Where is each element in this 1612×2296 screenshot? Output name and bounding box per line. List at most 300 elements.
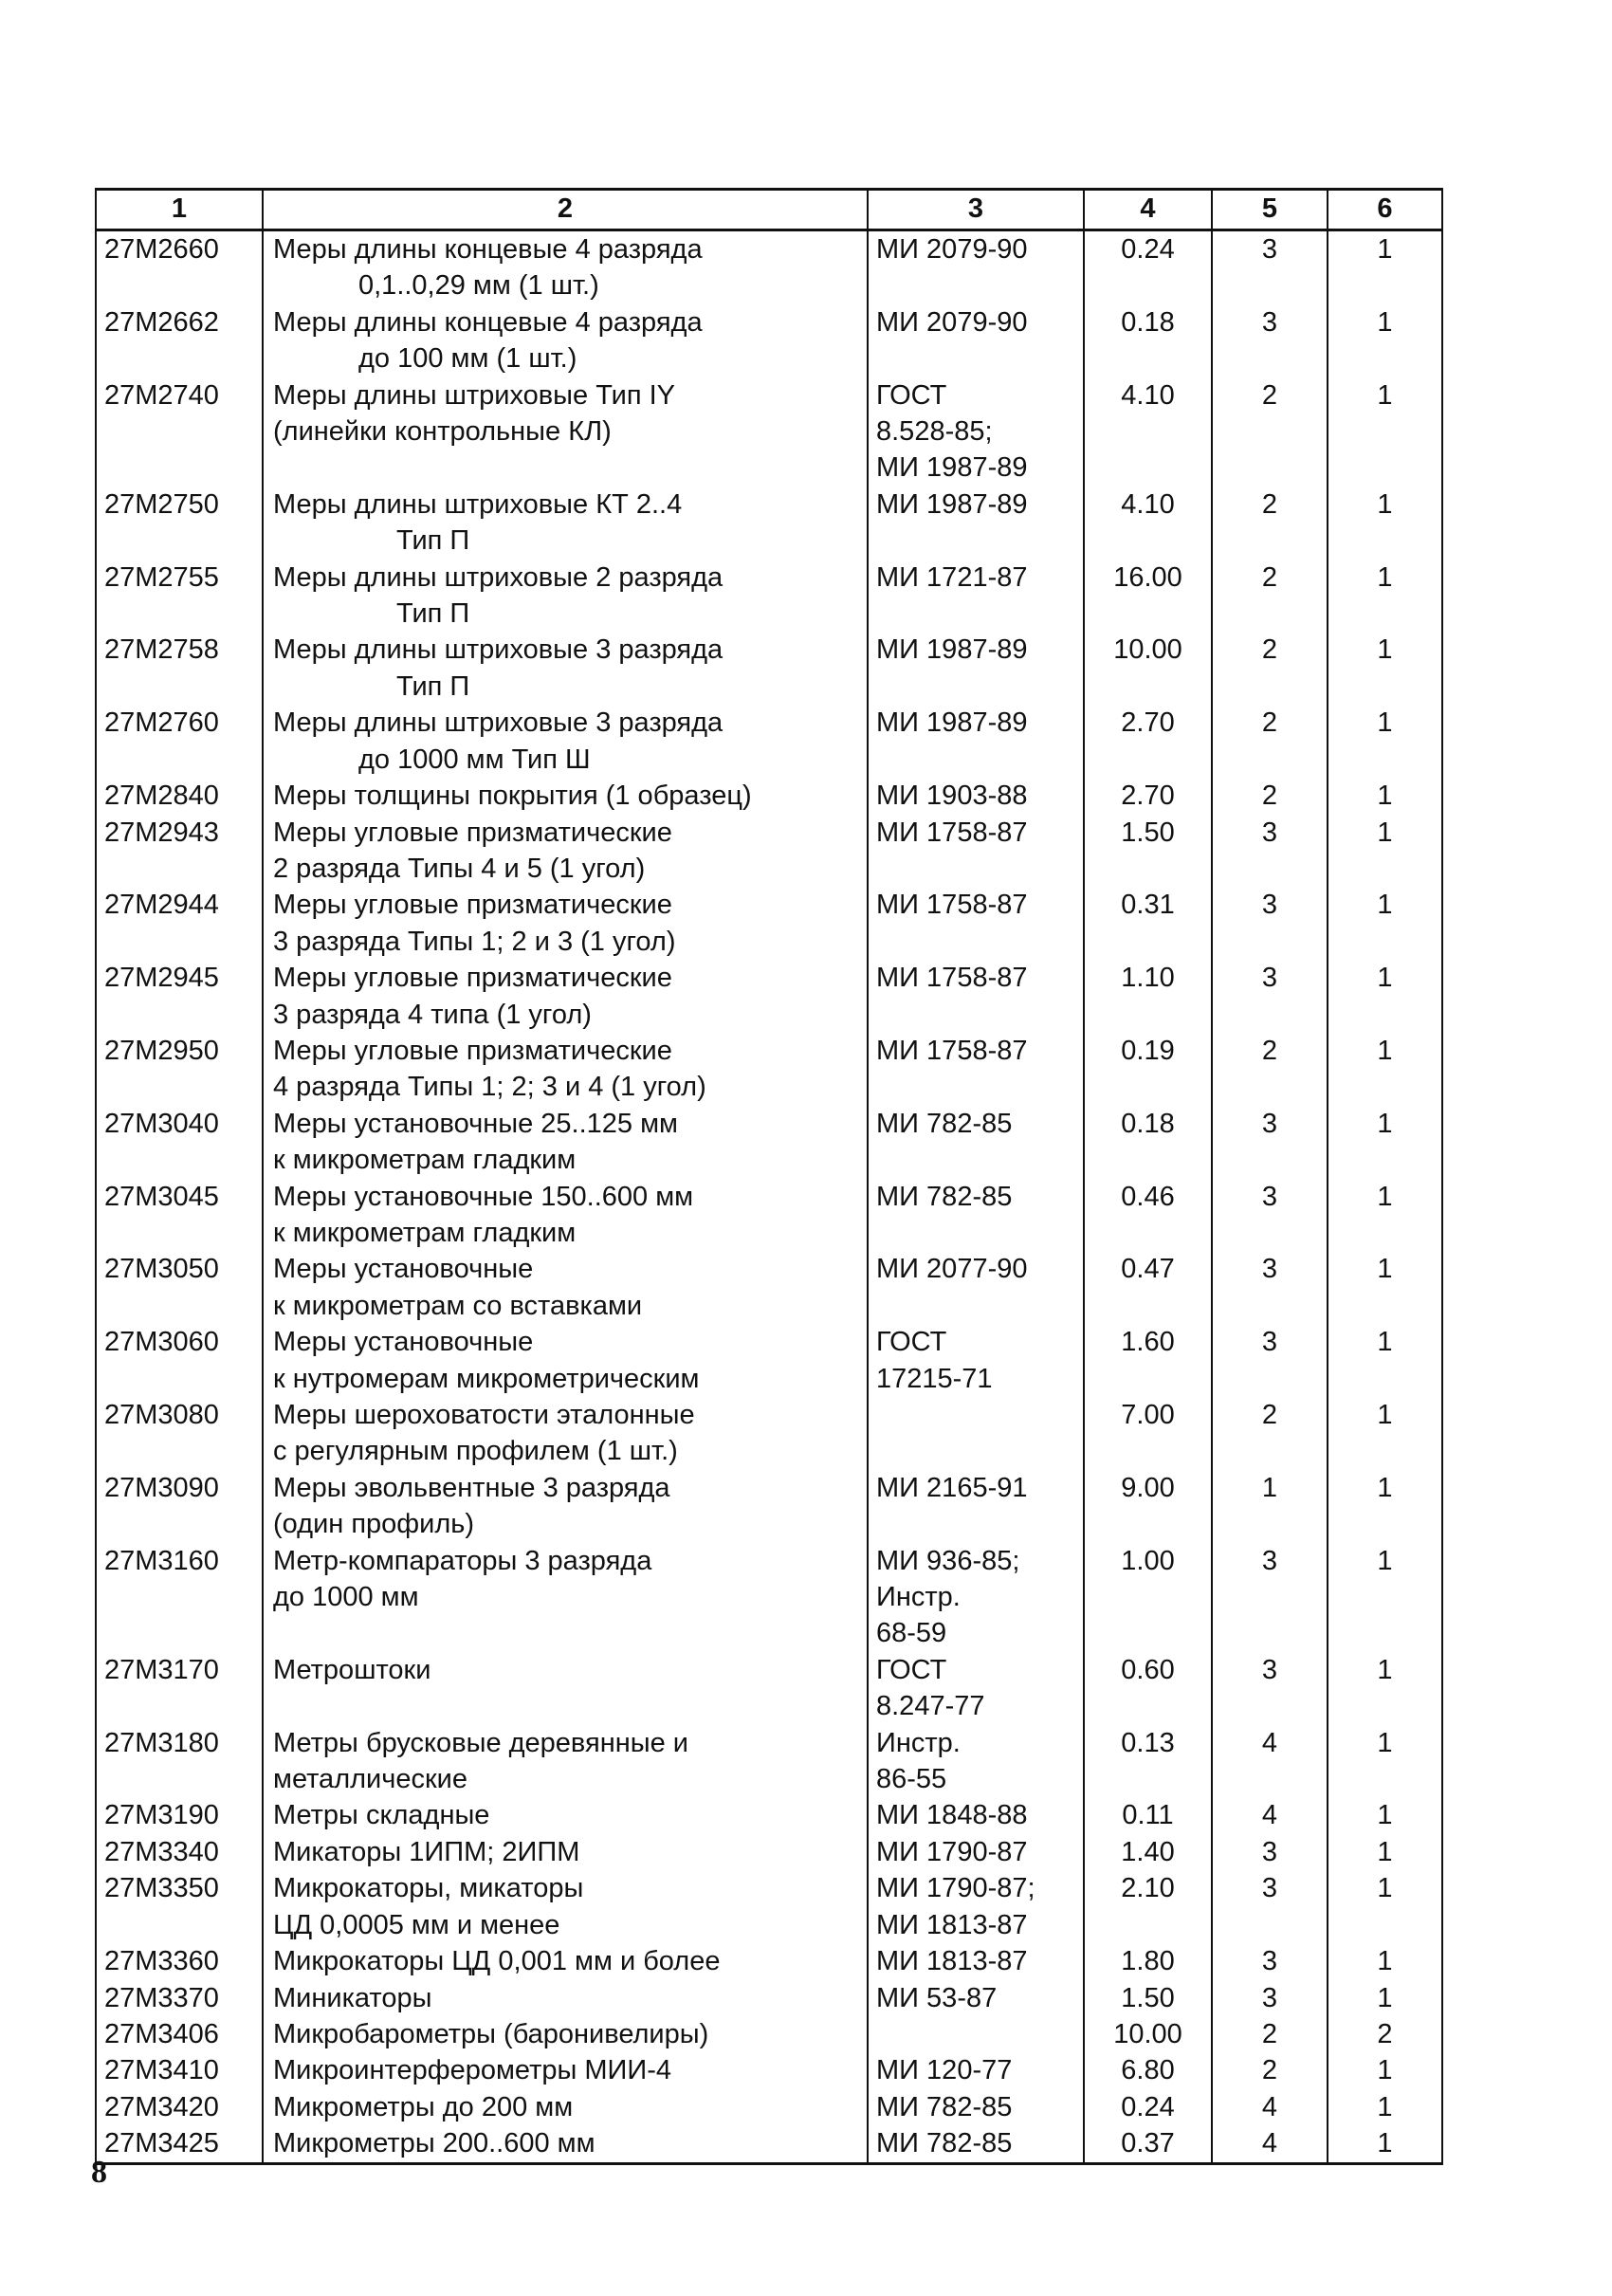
item-code: 27М3180 [96, 1725, 263, 1798]
item-column-5: 3 [1212, 1834, 1328, 1870]
item-price: 2.70 [1084, 705, 1212, 778]
item-column-5: 4 [1212, 1725, 1328, 1798]
page-number: 8 [91, 2155, 107, 2190]
item-document-line: МИ 1758-87 [876, 963, 1028, 994]
item-document-line: МИ 1848-88 [876, 1800, 1028, 1831]
item-document [868, 1179, 1084, 1252]
item-price: 2.70 [1084, 778, 1212, 814]
item-document [868, 487, 1084, 560]
item-document [868, 2016, 1084, 2052]
column-header-6: 6 [1328, 190, 1442, 230]
item-document-line: МИ 1758-87 [876, 1035, 1028, 1066]
item-name-line: с регулярным профилем (1 шт.) [273, 1436, 678, 1467]
item-name-line: Метры брусковые деревянные и [273, 1727, 688, 1758]
item-price: 0.31 [1084, 887, 1212, 960]
item-column-6: 1 [1328, 1106, 1442, 1179]
item-price: 6.80 [1084, 2052, 1212, 2088]
item-price: 0.46 [1084, 1179, 1212, 1252]
item-code: 27М2740 [96, 377, 263, 487]
item-price: 0.47 [1084, 1251, 1212, 1324]
table-row [96, 1834, 1442, 1870]
item-column-5: 2 [1212, 487, 1328, 560]
item-price: 1.10 [1084, 960, 1212, 1033]
item-document-line: МИ 1721-87 [876, 561, 1028, 593]
item-name [263, 887, 868, 960]
item-name [263, 1980, 868, 2016]
item-name-line: Меры установочные 25..125 мм [273, 1108, 678, 1139]
item-column-5: 3 [1212, 1652, 1328, 1725]
item-name [263, 960, 868, 1033]
item-document [868, 887, 1084, 960]
column-header-3: 3 [868, 190, 1084, 230]
item-name-line: Тип П [396, 670, 470, 702]
item-code: 27М3420 [96, 2089, 263, 2125]
table-row [96, 1725, 1442, 1798]
table-row [96, 632, 1442, 705]
item-document-line: 68-59 [876, 1618, 947, 1649]
item-name [263, 1470, 868, 1543]
item-column-6: 1 [1328, 2125, 1442, 2163]
item-column-5: 3 [1212, 1543, 1328, 1652]
item-column-5: 2 [1212, 1033, 1328, 1106]
item-name-line: Меры длины штриховые КТ 2..4 [273, 488, 683, 520]
item-price: 1.50 [1084, 815, 1212, 888]
item-document-line: МИ 1987-89 [876, 452, 1028, 484]
item-column-6: 1 [1328, 1179, 1442, 1252]
item-column-6: 1 [1328, 1980, 1442, 2016]
item-document [868, 1033, 1084, 1106]
item-column-6: 1 [1328, 1324, 1442, 1397]
item-name [263, 1324, 868, 1397]
item-name-line: к микрометрам гладким [273, 1217, 577, 1248]
item-column-6: 1 [1328, 778, 1442, 814]
table-row [96, 1980, 1442, 2016]
table-row [96, 1106, 1442, 1179]
item-name-line: (один профиль) [273, 1509, 475, 1540]
item-name [263, 1251, 868, 1324]
item-column-5: 3 [1212, 304, 1328, 377]
item-column-5: 2 [1212, 632, 1328, 705]
item-document-line: МИ 936-85; [876, 1545, 1020, 1576]
item-name-line: Меры длины штриховые 3 разряда [273, 707, 724, 739]
item-price: 1.50 [1084, 1980, 1212, 2016]
item-price: 10.00 [1084, 2016, 1212, 2052]
item-document-line: МИ 2079-90 [876, 234, 1028, 265]
item-document-line: ГОСТ [876, 379, 947, 411]
item-column-5: 2 [1212, 2016, 1328, 2052]
item-name-line: Меры угловые призматические [273, 1035, 672, 1066]
item-name [263, 560, 868, 633]
item-column-5: 4 [1212, 1797, 1328, 1833]
item-document [868, 632, 1084, 705]
item-code: 27М3370 [96, 1980, 263, 2016]
table-row [96, 887, 1442, 960]
table-row [96, 1652, 1442, 1725]
item-price: 0.37 [1084, 2125, 1212, 2163]
item-document-line: 8.528-85; [876, 416, 993, 448]
item-document [868, 1870, 1084, 1943]
item-name-line: Микрометры 200..600 мм [273, 2128, 595, 2159]
item-name [263, 1652, 868, 1725]
item-column-5: 2 [1212, 1397, 1328, 1470]
item-code: 27М2943 [96, 815, 263, 888]
item-column-5: 2 [1212, 705, 1328, 778]
item-price: 4.10 [1084, 377, 1212, 487]
item-document [868, 1251, 1084, 1324]
item-column-6: 1 [1328, 487, 1442, 560]
table-row [96, 1797, 1442, 1833]
item-document [868, 1834, 1084, 1870]
item-name-line: Метр-компараторы 3 разряда [273, 1545, 652, 1576]
item-name [263, 1943, 868, 1979]
item-document-line: МИ 1758-87 [876, 890, 1028, 921]
item-name-line: Микрокаторы ЦД 0,001 мм и более [273, 1946, 721, 1977]
item-column-5: 3 [1212, 815, 1328, 888]
table-row [96, 1033, 1442, 1106]
item-document-line: МИ 2079-90 [876, 306, 1028, 338]
item-name-line: 4 разряда Типы 1; 2; 3 и 4 (1 угол) [273, 1072, 706, 1103]
table-body [96, 230, 1442, 2164]
item-document-line: ГОСТ [876, 1654, 947, 1685]
item-document [868, 815, 1084, 888]
item-document [868, 1652, 1084, 1725]
item-price: 1.40 [1084, 1834, 1212, 1870]
item-price: 7.00 [1084, 1397, 1212, 1470]
item-document-line: МИ 1790-87 [876, 1836, 1028, 1867]
table-row [96, 1179, 1442, 1252]
item-code: 27М3360 [96, 1943, 263, 1979]
item-document [868, 377, 1084, 487]
item-code: 27М2950 [96, 1033, 263, 1106]
item-document [868, 1725, 1084, 1798]
item-column-6: 1 [1328, 1033, 1442, 1106]
item-document [868, 2089, 1084, 2125]
item-name-line: Меры длины штриховые Тип IY [273, 379, 676, 411]
item-price: 2.10 [1084, 1870, 1212, 1943]
item-column-6: 1 [1328, 2089, 1442, 2125]
item-name-line: Метроштоки [273, 1654, 431, 1685]
item-name-line: ЦД 0,0005 мм и менее [273, 1909, 560, 1940]
item-column-6: 1 [1328, 1797, 1442, 1833]
column-header-1: 1 [96, 190, 263, 230]
item-column-6: 1 [1328, 560, 1442, 633]
item-document [868, 960, 1084, 1033]
item-name [263, 1725, 868, 1798]
item-column-6: 1 [1328, 1725, 1442, 1798]
item-price: 9.00 [1084, 1470, 1212, 1543]
item-document-line: МИ 782-85 [876, 2091, 1013, 2122]
item-name-line: к нутромерам микрометрическим [273, 1363, 700, 1394]
item-code: 27М3160 [96, 1543, 263, 1652]
table-row [96, 560, 1442, 633]
item-code: 27М3040 [96, 1106, 263, 1179]
item-name [263, 487, 868, 560]
table-row [96, 1870, 1442, 1943]
item-price: 0.19 [1084, 1033, 1212, 1106]
item-name-line: Меры установочные 150..600 мм [273, 1181, 694, 1212]
item-name [263, 1834, 868, 1870]
item-price: 0.18 [1084, 1106, 1212, 1179]
table-row [96, 2089, 1442, 2125]
item-name-line: (линейки контрольные КЛ) [273, 416, 612, 448]
item-document-line: 17215-71 [876, 1363, 993, 1394]
item-document [868, 560, 1084, 633]
item-document [868, 1324, 1084, 1397]
item-code: 27М3410 [96, 2052, 263, 2088]
item-code: 27М2758 [96, 632, 263, 705]
item-column-5: 3 [1212, 1179, 1328, 1252]
table-row [96, 960, 1442, 1033]
item-name [263, 705, 868, 778]
item-column-5: 3 [1212, 1106, 1328, 1179]
item-column-5: 3 [1212, 1980, 1328, 2016]
item-name [263, 632, 868, 705]
table-row [96, 1251, 1442, 1324]
item-document-line: МИ 2165-91 [876, 1472, 1028, 1503]
item-column-5: 2 [1212, 2052, 1328, 2088]
item-price: 0.60 [1084, 1652, 1212, 1725]
item-column-5: 3 [1212, 887, 1328, 960]
item-code: 27М3425 [96, 2125, 263, 2163]
item-column-6: 1 [1328, 2052, 1442, 2088]
item-column-6: 1 [1328, 1834, 1442, 1870]
item-document [868, 1980, 1084, 2016]
item-column-6: 1 [1328, 1251, 1442, 1324]
item-name-line: до 1000 мм [273, 1582, 419, 1613]
table-row [96, 487, 1442, 560]
table-row [96, 1324, 1442, 1397]
item-name-line: Микроинтерферометры МИИ-4 [273, 2055, 672, 2086]
item-name-line: к микрометрам со вставками [273, 1290, 643, 1321]
table-row [96, 1397, 1442, 1470]
item-document-line: МИ 1987-89 [876, 707, 1028, 739]
item-column-5: 1 [1212, 1470, 1328, 1543]
item-name [263, 1543, 868, 1652]
item-document [868, 2125, 1084, 2163]
item-document [868, 2052, 1084, 2088]
item-name-line: Тип П [396, 525, 470, 557]
item-name [263, 377, 868, 487]
item-column-6: 1 [1328, 960, 1442, 1033]
item-column-5: 2 [1212, 377, 1328, 487]
item-column-6: 1 [1328, 1470, 1442, 1543]
item-name-line: Микрометры до 200 мм [273, 2091, 574, 2122]
item-code: 27М2760 [96, 705, 263, 778]
item-code: 27М3080 [96, 1397, 263, 1470]
item-code: 27М3340 [96, 1834, 263, 1870]
item-document [868, 1397, 1084, 1470]
table-row [96, 1470, 1442, 1543]
item-column-6: 1 [1328, 1652, 1442, 1725]
item-document-line: 86-55 [876, 1764, 947, 1795]
item-document [868, 1943, 1084, 1979]
item-name-line: 3 разряда Типы 1; 2 и 3 (1 угол) [273, 926, 676, 957]
item-document [868, 705, 1084, 778]
item-document [868, 1797, 1084, 1833]
item-name-line: Меры установочные [273, 1327, 534, 1358]
item-name [263, 1397, 868, 1470]
item-name-line: Микаторы 1ИПМ; 2ИПМ [273, 1836, 580, 1867]
table-row [96, 1543, 1442, 1652]
item-name [263, 230, 868, 304]
item-name [263, 1033, 868, 1106]
item-name [263, 2089, 868, 2125]
item-document-line: Инстр. [876, 1727, 961, 1758]
item-code: 27М2945 [96, 960, 263, 1033]
item-price: 1.00 [1084, 1543, 1212, 1652]
item-code: 27М3170 [96, 1652, 263, 1725]
item-name-line: Меры длины концевые 4 разряда [273, 306, 703, 338]
item-code: 27М2755 [96, 560, 263, 633]
item-name-line: Тип П [396, 598, 470, 630]
table-row [96, 2052, 1442, 2088]
item-name-line: 2 разряда Типы 4 и 5 (1 угол) [273, 853, 646, 884]
table-row [96, 778, 1442, 814]
item-column-6: 1 [1328, 632, 1442, 705]
item-column-5: 3 [1212, 1943, 1328, 1979]
item-name-line: Меры шероховатости эталонные [273, 1400, 695, 1430]
item-column-6: 1 [1328, 304, 1442, 377]
item-name [263, 1870, 868, 1943]
table-row [96, 304, 1442, 377]
item-name [263, 1106, 868, 1179]
table-row [96, 2125, 1442, 2163]
item-name-line: до 100 мм (1 шт.) [358, 343, 577, 375]
item-document [868, 778, 1084, 814]
item-name-line: Микробарометры (баронивелиры) [273, 2018, 709, 2049]
item-column-6: 1 [1328, 377, 1442, 487]
item-price: 10.00 [1084, 632, 1212, 705]
item-name [263, 1797, 868, 1833]
item-document-line: МИ 1790-87; [876, 1873, 1035, 1904]
item-price: 0.11 [1084, 1797, 1212, 1833]
item-document-line: МИ 53-87 [876, 1982, 998, 2013]
item-price: 0.24 [1084, 230, 1212, 304]
item-document [868, 1106, 1084, 1179]
item-column-6: 1 [1328, 1397, 1442, 1470]
item-name-line: Меры угловые призматические [273, 817, 672, 848]
item-document [868, 1470, 1084, 1543]
item-name [263, 778, 868, 814]
item-column-6: 1 [1328, 887, 1442, 960]
item-code: 27М3060 [96, 1324, 263, 1397]
item-document-line: МИ 782-85 [876, 1181, 1013, 1212]
item-document-line: МИ 1813-87 [876, 1946, 1028, 1977]
item-column-6: 1 [1328, 230, 1442, 304]
item-name [263, 304, 868, 377]
item-document-line: МИ 1903-88 [876, 781, 1028, 812]
item-document-line: Инстр. [876, 1582, 961, 1613]
item-price: 0.24 [1084, 2089, 1212, 2125]
item-name-line: Меры установочные [273, 1254, 534, 1285]
item-code: 27М2750 [96, 487, 263, 560]
item-document-line: МИ 120-77 [876, 2055, 1013, 2086]
item-name-line: Меры угловые призматические [273, 890, 672, 921]
item-column-5: 3 [1212, 230, 1328, 304]
item-name-line: металлические [273, 1764, 467, 1795]
item-column-6: 1 [1328, 1543, 1442, 1652]
item-column-6: 1 [1328, 1870, 1442, 1943]
item-column-5: 4 [1212, 2089, 1328, 2125]
item-name-line: Меры толщины покрытия (1 образец) [273, 781, 752, 812]
item-code: 27М3090 [96, 1470, 263, 1543]
item-name-line: Микрокаторы, микаторы [273, 1873, 584, 1904]
item-column-6: 1 [1328, 705, 1442, 778]
item-document-line: МИ 1987-89 [876, 634, 1028, 666]
column-header-5: 5 [1212, 190, 1328, 230]
item-code: 27М3045 [96, 1179, 263, 1252]
item-name-line: к микрометрам гладким [273, 1145, 577, 1176]
item-price: 16.00 [1084, 560, 1212, 633]
item-name-line: 0,1..0,29 мм (1 шт.) [358, 270, 599, 302]
item-price: 1.60 [1084, 1324, 1212, 1397]
item-name-line: Меры эвольвентные 3 разряда [273, 1472, 670, 1503]
item-name [263, 2125, 868, 2163]
item-document-line: МИ 1813-87 [876, 1909, 1028, 1940]
item-name [263, 815, 868, 888]
item-column-5: 3 [1212, 1870, 1328, 1943]
table-row [96, 377, 1442, 487]
item-document [868, 304, 1084, 377]
item-name-line: Меры угловые призматические [273, 963, 672, 994]
item-column-5: 4 [1212, 2125, 1328, 2163]
item-price: 0.13 [1084, 1725, 1212, 1798]
column-header-4: 4 [1084, 190, 1212, 230]
item-name-line: Миникаторы [273, 1982, 432, 2013]
item-column-5: 3 [1212, 1324, 1328, 1397]
table-row [96, 705, 1442, 778]
item-name-line: до 1000 мм Тип Ш [358, 744, 591, 775]
item-document-line: МИ 2077-90 [876, 1254, 1028, 1285]
item-column-5: 2 [1212, 778, 1328, 814]
item-code: 27М3190 [96, 1797, 263, 1833]
item-name [263, 2016, 868, 2052]
item-name-line: 3 разряда 4 типа (1 угол) [273, 999, 592, 1030]
item-name-line: Меры длины штриховые 3 разряда [273, 634, 724, 666]
item-code: 27М2840 [96, 778, 263, 814]
item-code: 27М3050 [96, 1251, 263, 1324]
item-name [263, 2052, 868, 2088]
item-price: 4.10 [1084, 487, 1212, 560]
item-name-line: Меры длины штриховые 2 разряда [273, 561, 724, 593]
item-code: 27М3350 [96, 1870, 263, 1943]
item-document-line: ГОСТ [876, 1327, 947, 1358]
item-column-5: 2 [1212, 560, 1328, 633]
price-table [95, 188, 1443, 2165]
item-document-line: МИ 1987-89 [876, 488, 1028, 520]
item-column-6: 2 [1328, 2016, 1442, 2052]
item-column-6: 1 [1328, 1943, 1442, 1979]
item-name [263, 1179, 868, 1252]
item-column-5: 3 [1212, 1251, 1328, 1324]
item-name-line: Метры складные [273, 1800, 490, 1831]
item-document [868, 1543, 1084, 1652]
item-name-line: Меры длины концевые 4 разряда [273, 234, 703, 265]
item-code: 27М2660 [96, 230, 263, 304]
item-document-line: МИ 782-85 [876, 2128, 1013, 2159]
item-code: 27М3406 [96, 2016, 263, 2052]
item-code: 27М2944 [96, 887, 263, 960]
item-document-line: МИ 782-85 [876, 1108, 1013, 1139]
item-column-5: 3 [1212, 960, 1328, 1033]
column-header-2: 2 [263, 190, 868, 230]
item-price: 0.18 [1084, 304, 1212, 377]
item-price: 1.80 [1084, 1943, 1212, 1979]
item-column-6: 1 [1328, 815, 1442, 888]
item-document [868, 230, 1084, 304]
item-code: 27М2662 [96, 304, 263, 377]
item-document-line: 8.247-77 [876, 1691, 985, 1722]
